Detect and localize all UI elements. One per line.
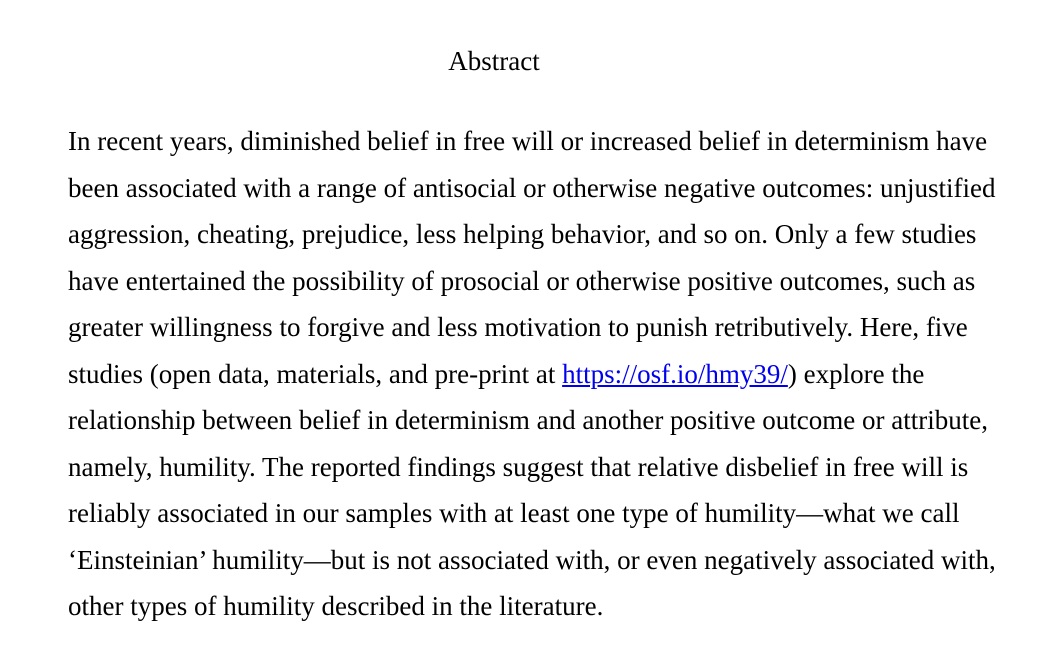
abstract-line-5: greater willingness to forgive and less motivation to punish retributively. Here, five (68, 312, 968, 342)
abstract-paragraph (68, 118, 1028, 630)
abstract-line-11: other types of humility described in the literature. (68, 591, 604, 621)
abstract-line-1: In recent years, diminished belief in free will or increased belief in determinism have (68, 126, 988, 156)
abstract-line-6-text-after-link: ) explore the (787, 358, 925, 389)
abstract-line-7: relationship between belief in determinism and another positive outcome or attribute, (68, 405, 988, 435)
osf-preprint-link[interactable]: https://osf.io/hmy39/ (562, 358, 788, 389)
abstract-line-6 (68, 351, 1028, 398)
abstract-line-3: aggression, cheating, prejudice, less helping behavior, and so on. Only a few studies (68, 219, 977, 249)
abstract-line-6-text-before-link: studies (open data, materials, and pre-print at (68, 358, 563, 389)
abstract-line-9: reliably associated in our samples with at least one type of humility—what we call (68, 498, 960, 528)
abstract-heading: Abstract (448, 46, 540, 76)
abstract-line-2: been associated with a range of antisocial or otherwise negative outcomes: unjustified (68, 172, 996, 203)
abstract-line-8: namely, humility. The reported findings suggest that relative disbelief in free will is (68, 451, 969, 482)
abstract-line-10: ‘Einsteinian’ humility—but is not associated with, or even negatively associated with, (68, 544, 996, 575)
abstract-line-4: have entertained the possibility of prosocial or otherwise positive outcomes, such as (68, 265, 976, 296)
